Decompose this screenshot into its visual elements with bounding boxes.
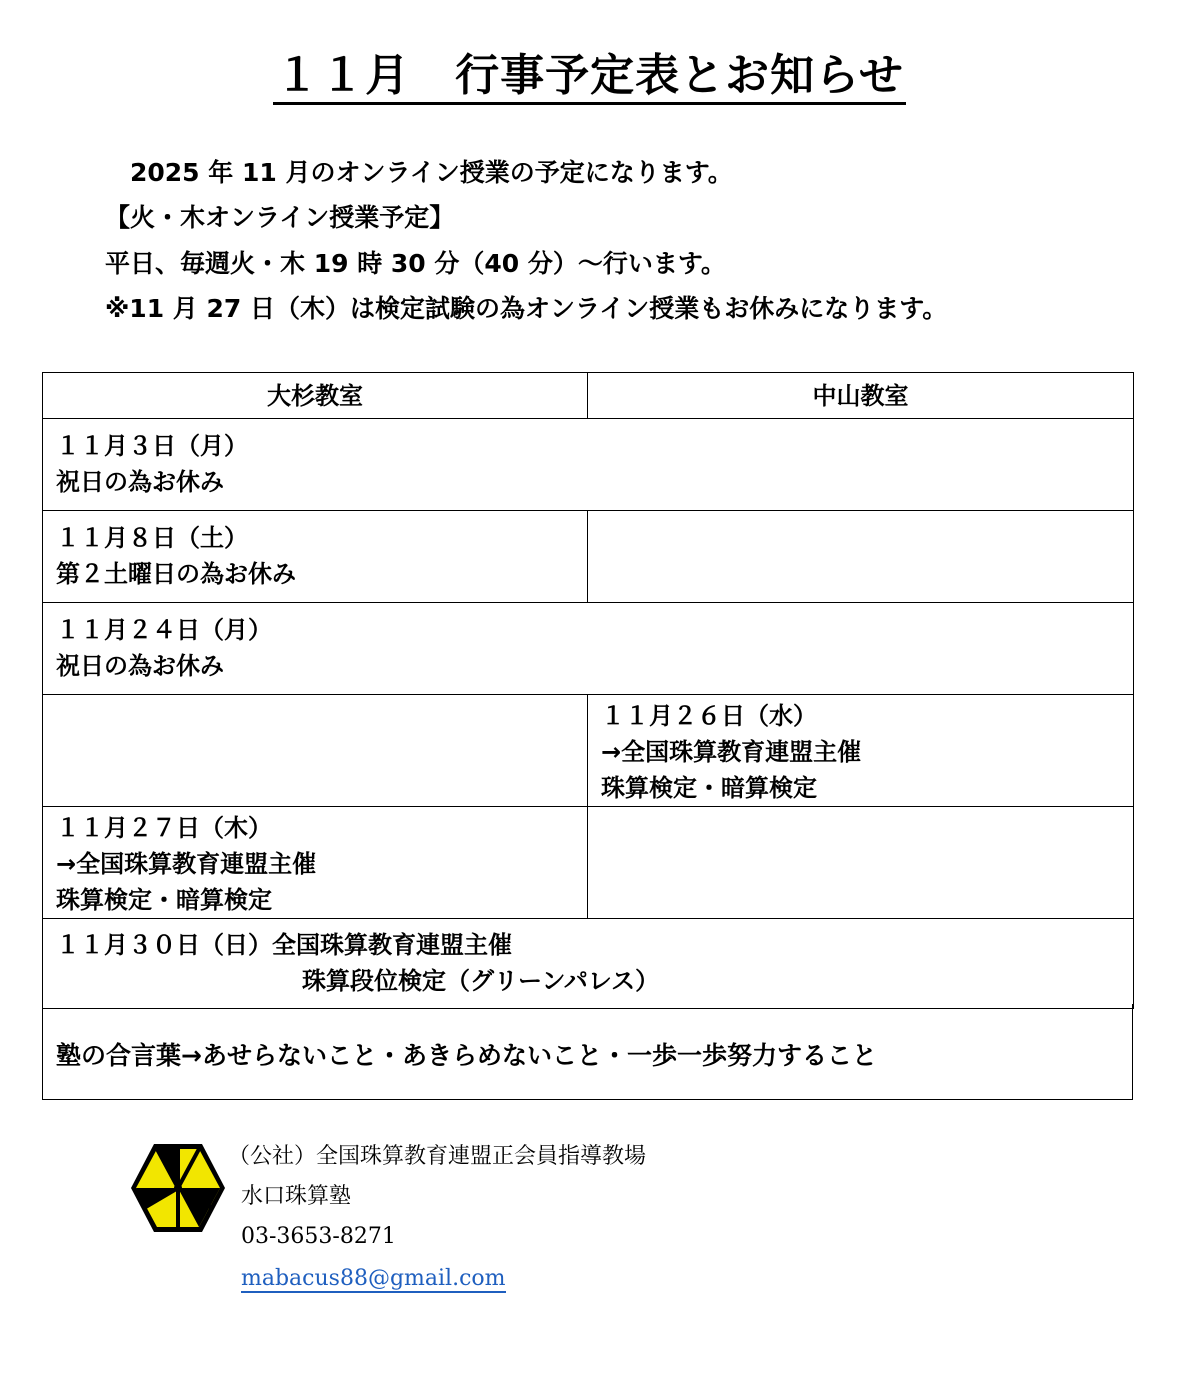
table-row [43, 511, 1134, 603]
table-row [43, 419, 1134, 511]
event-organizer: →全国珠算教育連盟主催 [56, 850, 317, 878]
event-note: 珠算段位検定（グリーンパレス） [302, 967, 660, 995]
event-organizer: →全国珠算教育連盟主催 [601, 738, 862, 766]
intro-line-1: 2025 年 11 月のオンライン授業の予定になります。 [130, 158, 733, 187]
schedule-cell [43, 919, 1134, 1009]
event-date: １１月８日（土） [56, 524, 248, 552]
header-osugi: 大杉教室 [43, 373, 588, 419]
footer-org: （公社）全国珠算教育連盟正会員指導教場 [228, 1144, 647, 1169]
table-header-row [43, 373, 1134, 419]
event-date: １１月３０日（日）全国珠算教育連盟主催 [56, 931, 512, 959]
footer-email-link[interactable] [241, 1264, 506, 1294]
event-date: １１月２７日（木） [56, 814, 272, 842]
empty-cell [588, 511, 1134, 603]
event-note: 祝日の為お休み [56, 652, 224, 680]
event-date: １１月２６日（水） [601, 702, 817, 730]
schedule-cell [43, 807, 588, 919]
intro-line-3: 平日、毎週火・木 19 時 30 分（40 分）～行います。 [105, 249, 726, 278]
event-note: 祝日の為お休み [56, 468, 224, 496]
abacus-federation-logo-icon [130, 1143, 226, 1233]
event-date: １１月３日（月） [56, 432, 248, 460]
motto-text: 塾の合言葉→あせらないこと・あきらめないこと・一歩一歩努力すること [56, 1041, 877, 1070]
empty-cell [43, 695, 588, 807]
table-row [43, 807, 1134, 919]
event-note: 珠算検定・暗算検定 [601, 774, 817, 802]
event-note: 珠算検定・暗算検定 [56, 886, 272, 914]
event-date: １１月２４日（月） [56, 616, 272, 644]
schedule-cell [43, 419, 1134, 511]
schedule-cell [43, 511, 588, 603]
schedule-cell [43, 603, 1134, 695]
email-link-text[interactable]: mabacus88@gmail.com [241, 1266, 506, 1291]
header-nakayama: 中山教室 [588, 373, 1134, 419]
footer-phone: 03-3653-8271 [241, 1224, 396, 1249]
intro-line-4: ※11 月 27 日（木）は検定試験の為オンライン授業もお休みになります。 [105, 294, 948, 323]
table-row [43, 603, 1134, 695]
event-note: 第２土曜日の為お休み [56, 560, 296, 588]
empty-cell [588, 807, 1134, 919]
table-row [43, 695, 1134, 807]
motto-box [42, 1004, 1133, 1100]
schedule-table [42, 372, 1134, 1009]
schedule-cell [588, 695, 1134, 807]
footer-school-name: 水口珠算塾 [241, 1184, 352, 1209]
page-title: １１月 行事予定表とお知らせ [0, 48, 1179, 104]
intro-line-2: 【火・木オンライン授業予定】 [105, 203, 455, 232]
table-row [43, 919, 1134, 1009]
